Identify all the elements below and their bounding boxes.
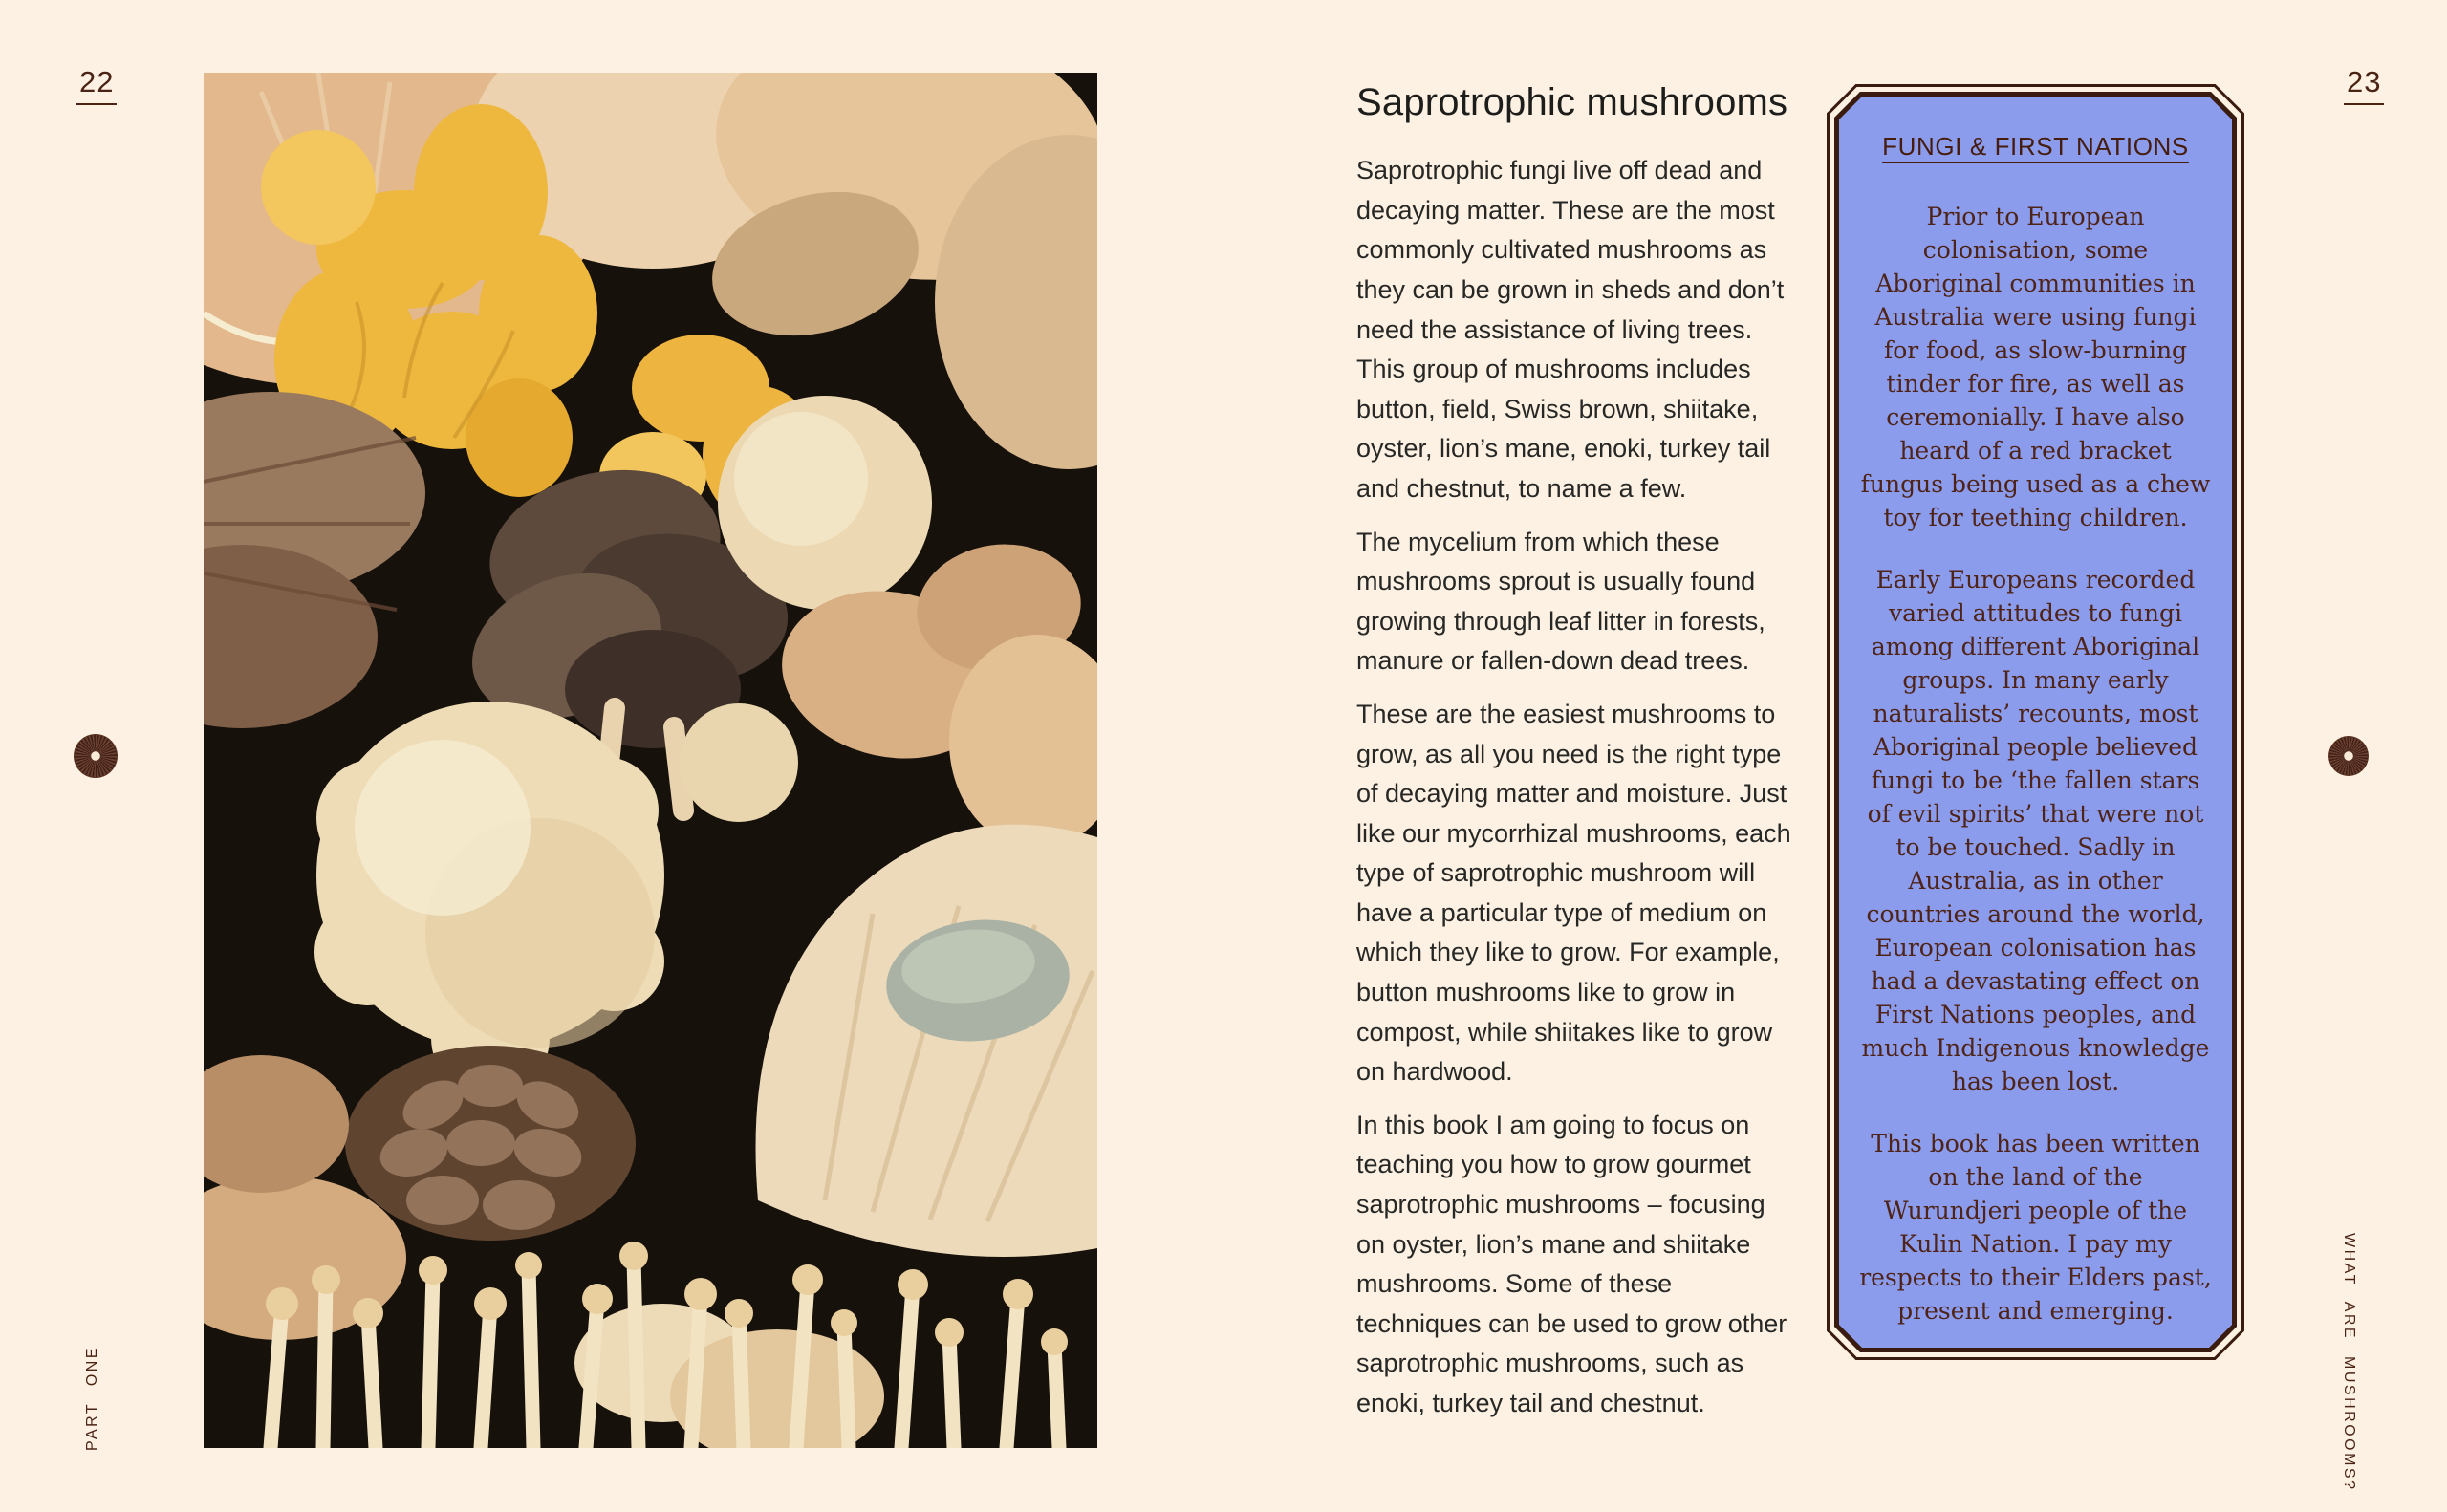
- mushroom-photo-art: [204, 73, 1097, 1448]
- article-title: Saprotrophic mushrooms: [1356, 81, 1788, 123]
- page-number-right: 23: [2344, 65, 2384, 105]
- panel-title: FUNGI & FIRST NATIONS: [1882, 132, 2189, 161]
- mushroom-photo: [204, 73, 1097, 1448]
- spine-label-part: PART ONE: [84, 1346, 100, 1452]
- fungi-first-nations-panel: [1827, 84, 2244, 1360]
- article: [1356, 81, 1798, 1437]
- spine-label-chapter: WHAT ARE MUSHROOMS?: [2341, 1233, 2357, 1492]
- article-paragraph: The mycelium from which these mushrooms sprout is usually found growing through leaf litter in forests, manure or fallen-down dead trees.: [1356, 527, 1765, 676]
- panel-paragraph: This book has been written on the land of the Wurundjeri people of the Kulin Nation. I pay my respects to their Elders past, present and emerging.: [1859, 1130, 2212, 1325]
- article-paragraph: In this book I am going to focus on teaching you how to grow gourmet saprotrophic mushrooms – focusing on oyster, lion’s mane and shiitake mushrooms. Some of these techniques can be used to grow other saprotrophic mushrooms, such as enoki, turkey tail and chestnut.: [1356, 1110, 1787, 1417]
- mushroom-gill-ornament-right: [2328, 736, 2369, 776]
- mushroom-gill-ornament-left: [74, 734, 118, 778]
- panel-content: [1857, 132, 2214, 1356]
- panel-paragraph: Prior to European colonisation, some Aboriginal communities in Australia were using fungi for food, as slow-burning tinder for fire, as well as ceremonially. I have also heard of a red bracket fungus being used as a chew toy for teething children.: [1860, 203, 2211, 531]
- article-paragraph: Saprotrophic fungi live off dead and decaying matter. These are the most commonly cultivated mushrooms as they can be grown in sheds and don’t need the assistance of living trees. This group of mushrooms includes button, field, Swiss brown, shiitake, oyster, lion’s mane, enoki, turkey tail and chestnut, to name a few.: [1356, 156, 1785, 503]
- article-paragraph: These are the easiest mushrooms to grow, as all you need is the right type of decaying matter and moisture. Just like our mycorrhizal mushrooms, each type of saprotrophic mushroom will have a particular type of medium on which they like to grow. For example, button mushrooms like to grow in compost, while shiitakes like to grow on hardwood.: [1356, 699, 1791, 1087]
- page-number-left: 22: [76, 65, 117, 105]
- panel-paragraph: Early Europeans recorded varied attitudes to fungi among different Aboriginal groups. In many early naturalists’ recounts, most Aboriginal people believed fungi to be ‘the fallen stars of evil spirits’ that were not to be touched. Sadly in Australia, as in other countries around the world, European colonisation has had a devastating effect on First Nations peoples, and much Indigenous knowledge has been lost.: [1861, 566, 2210, 1095]
